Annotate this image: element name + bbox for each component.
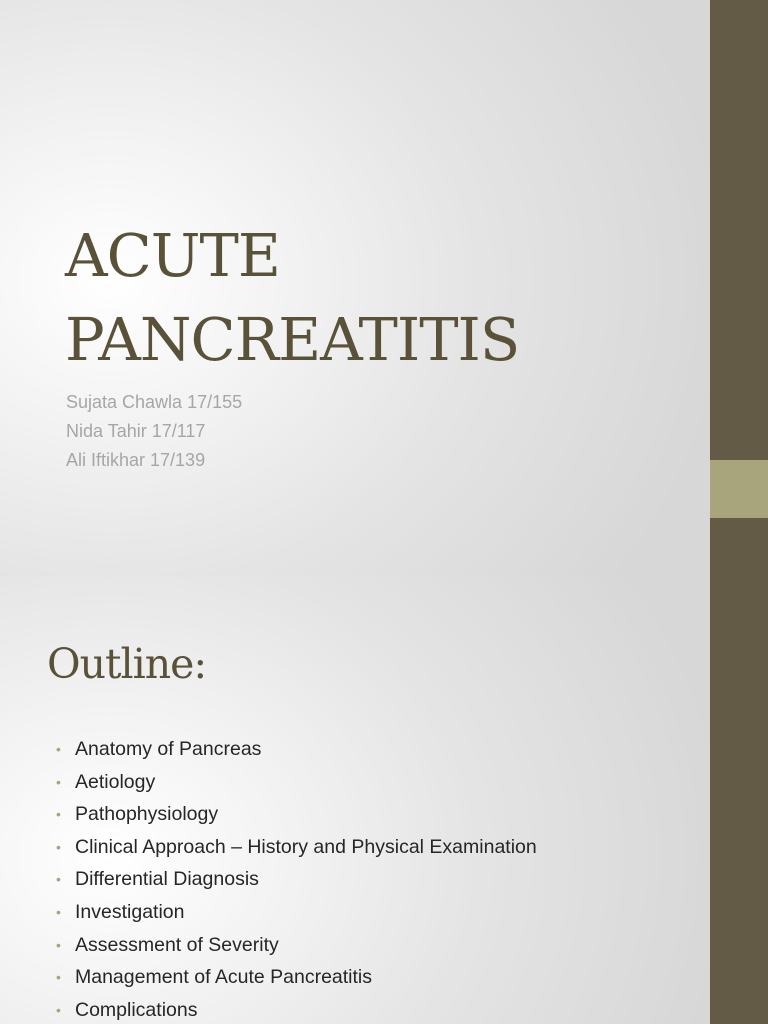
outline-item-text: Complications bbox=[75, 998, 198, 1021]
outline-item-text: Investigation bbox=[75, 900, 185, 923]
side-accent-square bbox=[710, 460, 768, 518]
slide-title bbox=[65, 214, 665, 382]
outline-item bbox=[56, 961, 537, 994]
bullet-icon: • bbox=[56, 936, 61, 953]
outline-item-text: Management of Acute Pancreatitis bbox=[75, 966, 373, 989]
author-item: Nida Tahir 17/117 bbox=[66, 421, 206, 441]
slide-title-line-2: PANCREATITIS bbox=[65, 305, 520, 374]
outline-item bbox=[56, 863, 537, 896]
side-accent-bar bbox=[710, 576, 768, 1024]
bullet-icon: • bbox=[56, 741, 61, 757]
outline-item-text: Anatomy of Pancreas bbox=[75, 738, 262, 760]
outline-slide bbox=[0, 576, 768, 1024]
bullet-icon: • bbox=[56, 773, 61, 790]
bullet-icon: • bbox=[56, 1001, 61, 1018]
outline-item bbox=[56, 896, 537, 929]
outline-item bbox=[56, 733, 537, 766]
bullet-icon: • bbox=[56, 806, 61, 823]
outline-list bbox=[56, 733, 537, 1024]
outline-item-text: Clinical Approach – History and Physical Examination bbox=[75, 835, 537, 858]
outline-item-text: Pathophysiology bbox=[75, 803, 219, 826]
outline-item bbox=[56, 766, 537, 799]
outline-heading: Outline: bbox=[47, 640, 207, 688]
author-list bbox=[66, 388, 242, 475]
outline-item-text: Differential Diagnosis bbox=[75, 868, 259, 891]
outline-item bbox=[56, 994, 537, 1024]
author-item: Sujata Chawla 17/155 bbox=[66, 392, 243, 412]
slide-title-line-1: ACUTE bbox=[65, 221, 280, 290]
bullet-icon: • bbox=[56, 903, 61, 920]
bullet-icon: • bbox=[56, 871, 61, 888]
outline-item bbox=[56, 798, 537, 831]
outline-item bbox=[56, 929, 537, 962]
bullet-icon: • bbox=[56, 969, 61, 986]
outline-item-text: Aetiology bbox=[75, 770, 156, 793]
outline-item bbox=[56, 831, 537, 864]
outline-item-text: Assessment of Severity bbox=[75, 933, 279, 956]
bullet-icon: • bbox=[56, 838, 61, 855]
author-item: Ali Iftikhar 17/139 bbox=[66, 450, 206, 470]
